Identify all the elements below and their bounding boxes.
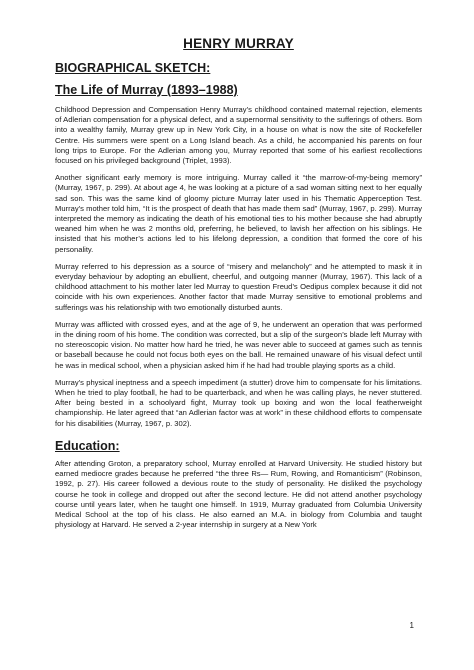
paragraph-crossed-eyes: Murray was afflicted with crossed eyes, and at the age of 9, he underwent an operation that was performed in the dining room of his home. The condition was corrected, but a slip of the surgeon’s blade left Murray with no stereoscopic vision. No matter how hard he tried, he was never able to succeed at games such as tennis or baseball because he could not focus both eyes on the ball. He remained unaware of his visual defect until he was in medical school, when a physician asked him if he had had trouble playing sports as a child. — [55, 319, 422, 370]
page-number: 1 — [409, 621, 414, 630]
section-heading: BIOGRAPHICAL SKETCH: — [55, 61, 211, 75]
document-title: HENRY MURRAY — [183, 36, 294, 51]
paragraph-compensation: Murray’s physical ineptness and a speech impediment (a stutter) drove him to compensate for his limitations. When he tried to play football, he had to be quarterback, and when he was calling plays, he never stuttered. After being bested in a schoolyard fight, Murray took up boxing and won the local featherweight championship. He later agreed that “an Adlerian factor was at work” in these childhood efforts to compensate for his disabilities (Murray, 1967, p. 302). — [55, 377, 422, 428]
paragraph-early-memory: Another significant early memory is more intriguing. Murray called it “the marrow-of-my-being memory” (Murray, 1967, p. 299). At about age 4, he was looking at a picture of a sad woman sitting next to her equally sad son. This was the same kind of gloomy picture Murray later used in his Thematic Apperception Test. Murray’s mother told him, “It is the prospect of death that has made them sad” (Murray, 1967, p. 299). Murray interpreted the memory as indicating the death of his emotional ties to his mother because she had abruptly weaned him when he was 2 months old, preferring, he believed, to lavish her affection on his siblings. He insisted that his mother’s actions led to his lifelong depression, a condition that formed the core of his personality. — [55, 173, 422, 254]
paragraph-education: After attending Groton, a preparatory school, Murray enrolled at Harvard University. He studied history but earned mediocre grades because he preferred “the three Rs— Rum, Rowing, and Romanticism” (Robinson, 1992, p. 27). His career followed a devious route to the study of personality. He disliked the psychology course he took in college and dropped out after the second lecture. He did not attend another psychology course until years later, when he taught one himself. In 1919, Murray graduated from Columbia University Medical School at the top of his class. He also earned an M.A. in biology from Columbia and taught physiology at Harvard. He served a 2-year internship in surgery at a New York — [55, 458, 422, 530]
paragraph-childhood: Childhood Depression and Compensation Henry Murray’s childhood contained maternal rejection, elements of Adlerian compensation for a physical defect, and a supernormal sensitivity to the sufferings of others. Born into a wealthy family, Murray grew up in New York City, in a house on what is now the site of Rockefeller Centre. His summers were spent on a Long Island beach. As a child, he accompanied his parents on four long trips to Europe. For the Adlerian among you, Murray reported that some of his earliest recollections focused on his privileged background (Triplet, 1993). — [55, 105, 422, 166]
paragraph-depression: Murray referred to his depression as a source of “misery and melancholy” and he attempted to mask it in everyday behaviour by adopting an ebullient, cheerful, and outgoing manner (Murray, 1967). This lack of a childhood attachment to his mother later led Murray to question Freud’s Oedipus complex because it did not coincide with his own experiences. Another factor that made Murray sensitive to emotional problems and sufferings was his relationship with two emotionally disturbed aunts. — [55, 261, 422, 312]
education-heading: Education: — [55, 438, 120, 453]
subsection-heading: The Life of Murray (1893–1988) — [55, 83, 238, 97]
